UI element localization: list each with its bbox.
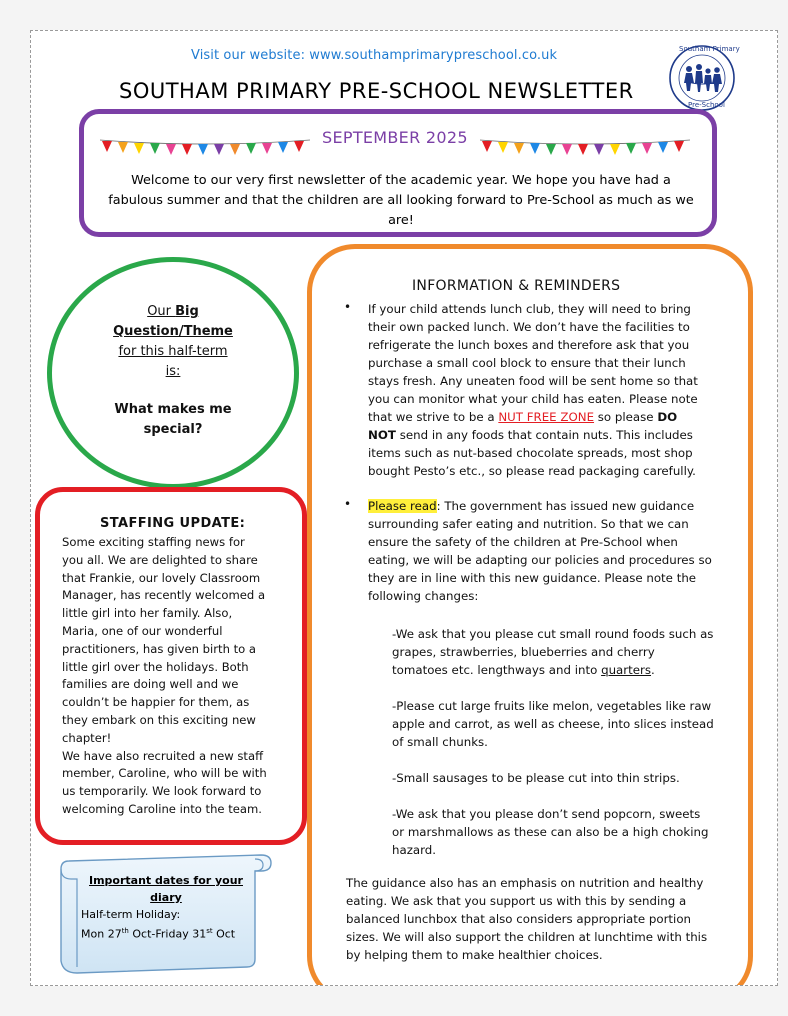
dates-line-1: Half-term Holiday: bbox=[81, 908, 181, 921]
bullet-icon: • bbox=[344, 497, 352, 511]
logo-text-top: Southam Primary bbox=[679, 45, 740, 53]
information-box bbox=[307, 244, 753, 986]
theme-line-2: Question/Theme bbox=[113, 324, 233, 339]
change-round-foods: -We ask that you please cut small round foods such as grapes, strawberries, blueberries and cherry tomatoes etc. lengthways and into quarters. bbox=[392, 627, 714, 677]
bunting-right-icon bbox=[480, 136, 690, 158]
theme-circle bbox=[47, 257, 299, 489]
theme-line-3: for this half-term bbox=[118, 344, 228, 359]
bullet-icon: • bbox=[344, 300, 352, 314]
information-content bbox=[312, 249, 753, 965]
nut-free-zone-label: NUT FREE ZONE bbox=[498, 410, 595, 424]
lunch-paragraph: If your child attends lunch club, they will need to bring their own packed lunch. We don’t have the facilities to refrigerate the lunch boxes and therefore ask that you purchase a small cool block to ensure that their lunch stays fresh. Any uneaten food will be sent home so that you can monitor what your child has eaten. Please note that we strive to be a NUT FREE ZONE so please DO NOT send in any foods that contain nuts. This includes items such as nut-based chocolate spreads, most shop bought Pesto’s etc., so please read packaging carefully. bbox=[368, 302, 698, 478]
theme-question: What makes me special? bbox=[114, 402, 232, 437]
guidance-paragraph: Please read: The government has issued new guidance surrounding safer eating and nutrition. So that we can ensure the safety of the children at Pre-School when eating, we will be adapting our policies and procedures so they are in line with this new guidance. Please note the following changes: bbox=[368, 499, 712, 603]
website-link[interactable]: Visit our website: www.southamprimarypreschool.co.uk bbox=[191, 48, 558, 63]
newsletter-page bbox=[30, 30, 778, 986]
bunting-left-icon bbox=[100, 136, 310, 158]
change-popcorn: -We ask that you please don’t send popcorn, sweets or marshmallows as these can also be a high choking hazard. bbox=[392, 807, 709, 857]
please-read-highlight: Please read bbox=[368, 499, 437, 513]
important-dates bbox=[81, 872, 251, 943]
staffing-box bbox=[35, 487, 307, 845]
dates-title-1: Important dates for your bbox=[89, 874, 243, 887]
dates-title-2: diary bbox=[150, 891, 182, 904]
dates-line-2: Mon 27th Oct-Friday 31st Oct bbox=[81, 927, 236, 941]
logo-text-bottom: Pre-School bbox=[688, 101, 725, 109]
newsletter-title: SOUTHAM PRIMARY PRE-SCHOOL NEWSLETTER bbox=[119, 79, 634, 103]
change-sausages: -Small sausages to be please cut into thin strips. bbox=[392, 771, 680, 785]
change-large-fruits: -Please cut large fruits like melon, vegetables like raw apple and carrot, as well as cheese, into slices instead of small chunks. bbox=[392, 699, 714, 749]
september-box bbox=[79, 109, 717, 237]
nutrition-paragraph: The guidance also has an emphasis on nutrition and healthy eating. We ask that you support us with this by sending a balanced lunchbox that also considers appropriate portion sizes. We will also support the children at lunchtime with this by helping them to make healthier choices. bbox=[346, 876, 708, 962]
theme-line-4: is: bbox=[165, 364, 181, 379]
staffing-title: STAFFING UPDATE: bbox=[100, 516, 246, 531]
theme-text bbox=[92, 302, 254, 440]
september-title: SEPTEMBER 2025 bbox=[322, 128, 468, 147]
information-title: INFORMATION & REMINDERS bbox=[412, 278, 621, 294]
theme-line-1: Our Big bbox=[147, 304, 199, 319]
staffing-text: Some exciting staffing news for you all. We are delighted to share that Frankie, our lovely Classroom Manager, has recently welcomed a little girl into her family. Also, Maria, one of our wonderful practitioners, has given birth to a little girl over the holidays. Both families are doing well and we couldn’t be happier for them, as they embark on this exciting new chapter! We have also recruited a new staff member, Caroline, who will be with us temporarily. We look forward to welcoming Caroline into the team. bbox=[62, 535, 267, 816]
welcome-text: Welcome to our very first newsletter of the academic year. We hope you have had a fabulous summer and that the children are all looking forward to Pre-School as much as we are! bbox=[108, 173, 694, 228]
